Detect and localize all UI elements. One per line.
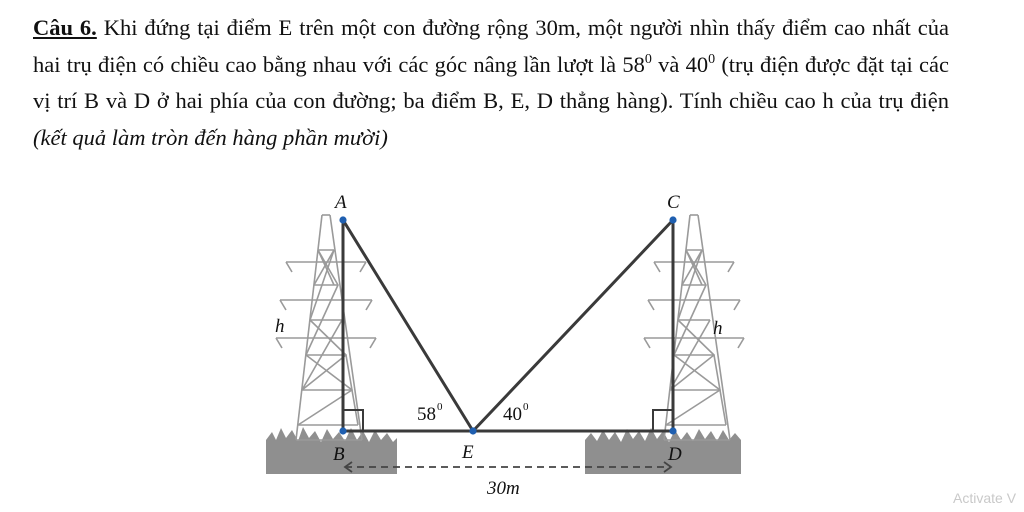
label-h-left: h [275, 316, 285, 337]
question-label: Câu 6. [33, 15, 97, 40]
right-angle-marker-D [653, 410, 673, 431]
point-D-dot [669, 427, 676, 434]
angle-40-value: 40 [685, 51, 709, 77]
label-h-right: h [713, 318, 723, 339]
angle-label-58: 58 [417, 404, 436, 425]
angle-label-40-degree: 0 [523, 401, 529, 413]
label-A: A [335, 192, 347, 213]
point-B-dot [339, 427, 346, 434]
segment-AE [343, 220, 473, 431]
rounding-note: (kết quả làm tròn đến hàng phần mười) [33, 124, 388, 150]
point-C-dot [669, 216, 676, 223]
segment-CE [473, 220, 673, 431]
label-B: B [333, 444, 345, 465]
activation-watermark: Activate V [953, 490, 1017, 506]
road-width-label: 30m [487, 478, 520, 499]
label-E: E [462, 442, 474, 463]
label-D: D [668, 444, 682, 465]
geometry-lines [343, 220, 673, 431]
angle-40-degree: 0 [708, 51, 716, 67]
pylon-right [644, 215, 744, 440]
grass-left [266, 427, 397, 474]
label-C: C [667, 192, 680, 213]
angle-label-58-degree: 0 [437, 401, 443, 413]
angle-58-value: 58 [622, 51, 645, 77]
problem-text-part1: Khi đứng tại điểm E trên một con đường rộng 30m, một người nhìn thấy điểm cao nhất của hai trụ điện có chiều cao bằng nhau với các góc nâng lần lượt là [33, 15, 950, 77]
problem-text-part2: (trụ điện được đặt tại các vị trí B và D ở hai phía của con đường; ba điểm B, E, D thẳng hàng). Tính chiều cao h của trụ điện [33, 51, 949, 113]
point-E-dot [469, 427, 476, 434]
angle-label-40: 40 [503, 404, 522, 425]
point-A-dot [339, 216, 346, 223]
connector-text: và [651, 51, 686, 77]
angle-58-degree: 0 [644, 51, 652, 67]
